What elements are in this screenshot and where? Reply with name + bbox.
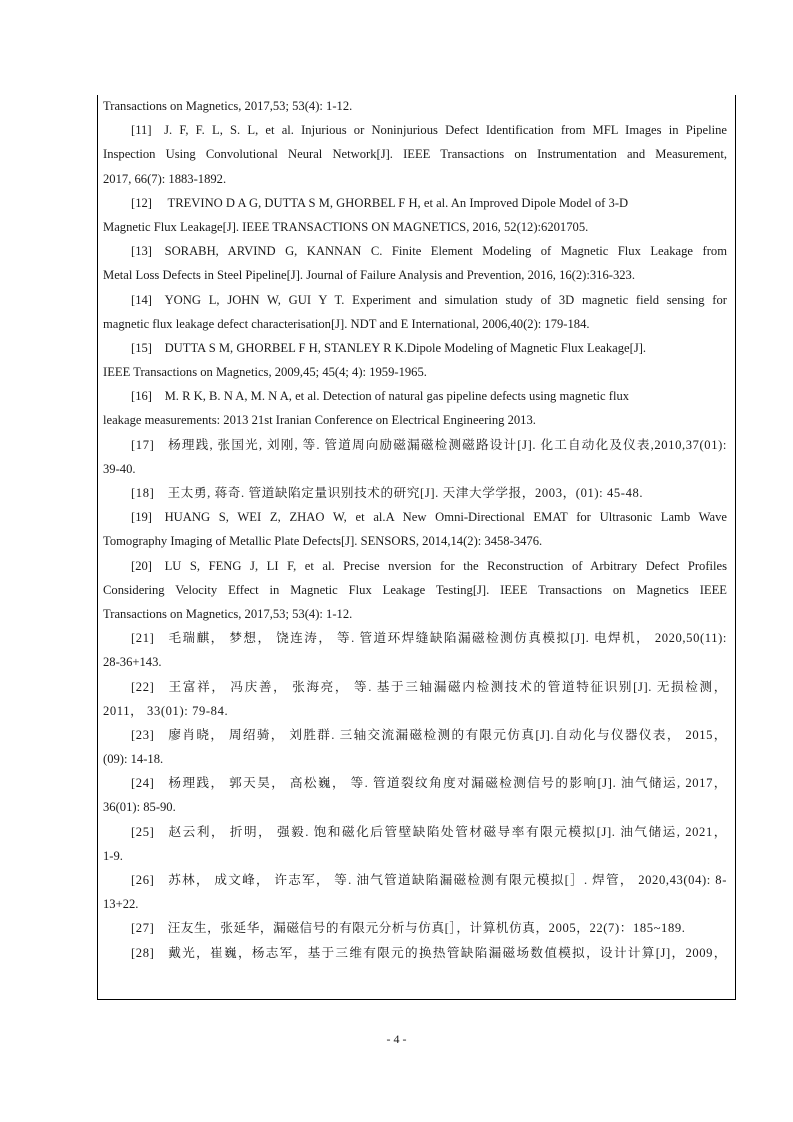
- reference-list: [103, 94, 727, 965]
- reference-line: [11] J. F, F. L, S. L, et al. Injurious or Noninjurious Defect Identification from MFL Images in Pipeline: [131, 123, 727, 138]
- reference-line: Magnetic Flux Leakage[J]. IEEE TRANSACTIONS ON MAGNETICS, 2016, 52(12):6201705.: [103, 219, 589, 234]
- reference-line: 1-9.: [103, 848, 123, 863]
- reference-line: [27] 汪友生，张延华，漏磁信号的有限元分析与仿真[］，计算机仿真，2005，22(7)：185~189.: [131, 921, 686, 936]
- reference-line: [19] HUANG S, WEI Z, ZHAO W, et al.A New Omni-Directional EMAT for Ultrasonic Lamb Wave: [131, 510, 727, 525]
- reference-line: [17] 杨理践, 张国光, 刘刚, 等. 管道周向励磁漏磁检测磁路设计[J]. 化工自动化及仪表,2010,37(01):: [131, 437, 727, 452]
- reference-line: 13+22.: [103, 897, 139, 912]
- reference-line: [24] 杨理践， 郭天昊， 高松巍， 等. 管道裂纹角度对漏磁检测信号的影响[J]. 油气储运, 2017，: [131, 776, 727, 791]
- reference-line: Tomography Imaging of Metallic Plate Defects[J]. SENSORS, 2014,14(2): 3458-3476.: [103, 534, 543, 549]
- reference-line: 28-36+143.: [103, 655, 162, 670]
- reference-line: 36(01): 85-90.: [103, 800, 176, 815]
- reference-line: [12] TREVINO D A G, DUTTA S M, GHORBEL F H, et al. An Improved Dipole Model of 3-D: [131, 195, 629, 210]
- reference-line: [14] YONG L, JOHN W, GUI Y T. Experiment and simulation study of 3D magnetic field sensing for: [131, 292, 727, 307]
- reference-line: [13] SORABH, ARVIND G, KANNAN C. Finite Element Modeling of Magnetic Flux Leakage from: [131, 244, 727, 259]
- reference-line: [20] LU S, FENG J, LI F, et al. Precise nversion for the Reconstruction of Arbitrary Defect Profiles: [131, 558, 727, 573]
- reference-line: Metal Loss Defects in Steel Pipeline[J]. Journal of Failure Analysis and Prevention, 2016, 16(2):316-323.: [103, 268, 635, 283]
- reference-line: [18] 王太勇, 蒋奇. 管道缺陷定量识别技术的研究[J]. 天津大学学报，2003，(01): 45-48.: [131, 486, 644, 500]
- reference-line: magnetic flux leakage defect characterisation[J]. NDT and E International, 2006,40(2): 179-184.: [103, 316, 590, 331]
- reference-line: 2017, 66(7): 1883-1892.: [103, 171, 227, 186]
- reference-line: [15] DUTTA S M, GHORBEL F H, STANLEY R K.Dipole Modeling of Magnetic Flux Leakage[J].: [131, 340, 647, 355]
- reference-line: leakage measurements: 2013 21st Iranian Conference on Electrical Engineering 2013.: [103, 413, 536, 428]
- reference-line: Transactions on Magnetics, 2017,53; 53(4): 1-12.: [103, 606, 353, 621]
- reference-line: [21] 毛瑞麒， 梦想， 饶连涛， 等. 管道环焊缝缺陷漏磁检测仿真模拟[J]. 电焊机， 2020,50(11):: [131, 631, 727, 646]
- reference-line: [23] 廖肖晓， 周绍骑， 刘胜群. 三轴交流漏磁检测的有限元仿真[J].自动化与仪器仪表， 2015，: [131, 727, 727, 742]
- reference-line: [28] 戴光，崔巍，杨志军，基于三维有限元的换热管缺陷漏磁场数值模拟，设计计算[J]，2009，: [131, 945, 727, 960]
- reference-line: [26] 苏林， 成文峰， 许志军， 等. 油气管道缺陷漏磁检测有限元模拟[］. 焊管， 2020,43(04): 8-: [131, 873, 727, 887]
- reference-line: (09): 14-18.: [103, 752, 164, 767]
- reference-line: [16] M. R K, B. N A, M. N A, et al. Detection of natural gas pipeline defects using magnetic flux: [131, 389, 630, 404]
- reference-line: [22] 王富祥， 冯庆善， 张海亮， 等. 基于三轴漏磁内检测技术的管道特征识别[J]. 无损检测，: [131, 679, 727, 694]
- page-number: - 4 -: [386, 1032, 407, 1046]
- reference-line: 39-40.: [103, 461, 136, 476]
- reference-line: Inspection Using Convolutional Neural Network[J]. IEEE Transactions on Instrumentation and Measurement,: [103, 147, 727, 162]
- reference-line: 2011， 33(01): 79-84.: [103, 703, 229, 718]
- reference-line: [25] 赵云利， 折明， 强毅. 饱和磁化后管壁缺陷处管材磁导率有限元模拟[J]. 油气储运, 2021，: [131, 824, 727, 839]
- reference-line: Considering Velocity Effect in Magnetic Flux Leakage Testing[J]. IEEE Transactions on Magnetics IEEE: [103, 582, 727, 597]
- reference-line: IEEE Transactions on Magnetics, 2009,45; 45(4; 4): 1959-1965.: [103, 365, 427, 380]
- reference-line: Transactions on Magnetics, 2017,53; 53(4): 1-12.: [103, 99, 353, 113]
